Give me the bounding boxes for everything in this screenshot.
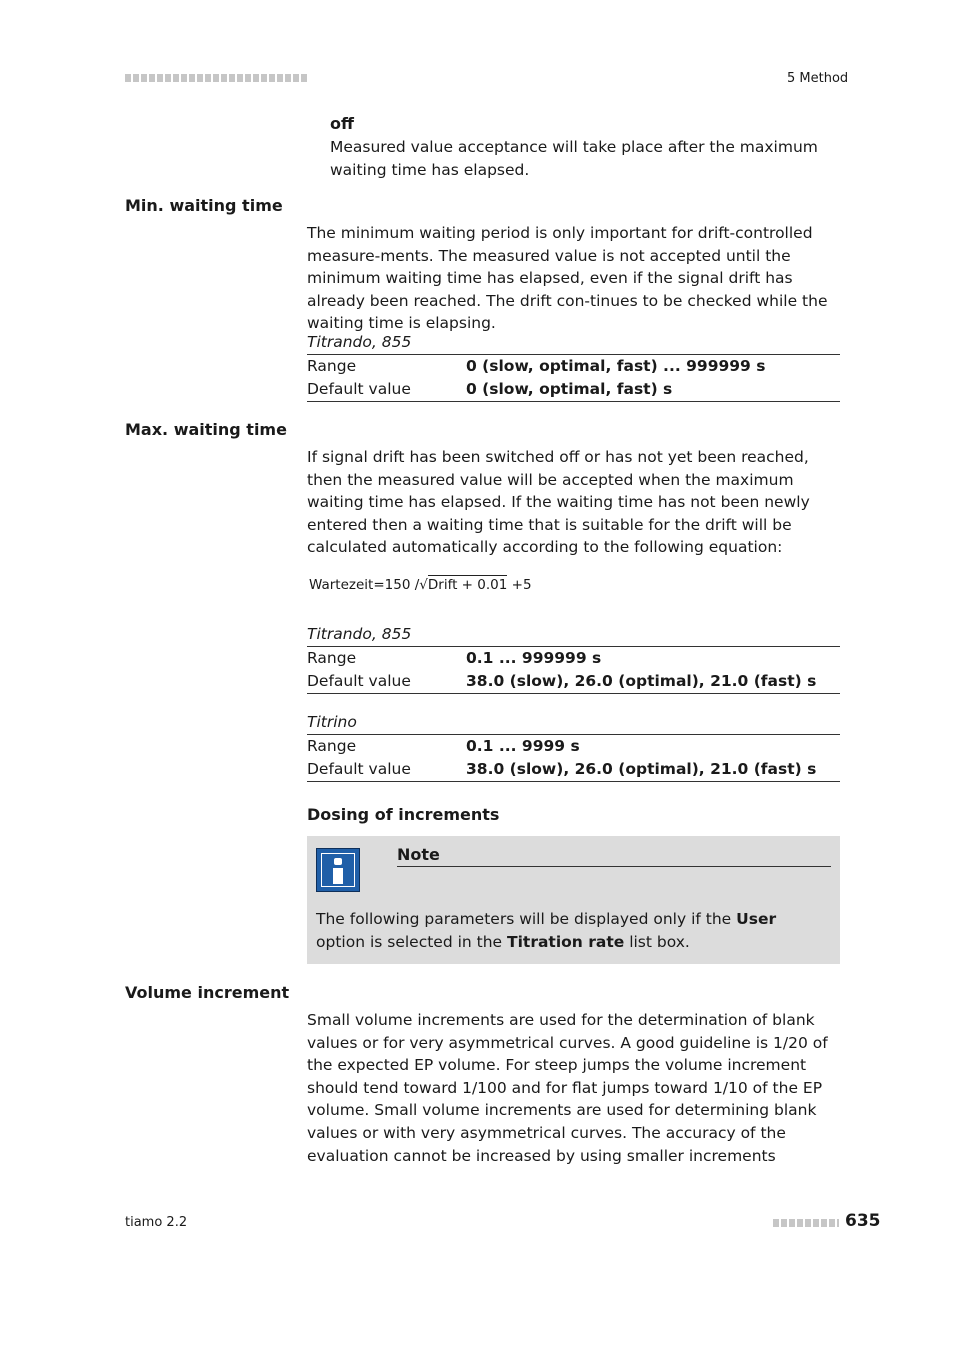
param-description-max-waiting: If signal drift has been switched off or has not yet been reached, then the measured value will be accepted when the maximum waiting time has elapsed. If the waiting time has not been newly entered then a waiting time that is suitable for the drift will be calculated automatically according to the following equation: [307,448,810,557]
table-value: 0 (slow, optimal, fast) s [466,380,673,398]
table-row [307,647,840,670]
table-key: Default value [307,380,411,398]
option-description-off: Measured value acceptance will take place after the maximum waiting time has elapsed. [330,138,818,179]
footer-product: tiamo 2.2 [125,1215,188,1230]
table-value: 0 (slow, optimal, fast) ... 999999 s [466,357,766,375]
param-title-volume-increment: Volume increment [125,983,290,1002]
table-value: 38.0 (slow), 26.0 (optimal), 21.0 (fast) s [466,672,817,690]
option-label-off: off [330,114,354,133]
info-icon [316,848,360,892]
note-text: The following parameters will be displayed only if the User option is selected in the Titration rate list box. [316,910,777,951]
param-description-min-waiting: The minimum waiting period is only important for drift-controlled measure-ments. The measured value is not accepted until the minimum waiting time has elapsed, even if the signal drift has already been reached. The drift con-tinues to be checked while the waiting time is elapsing. [307,224,828,333]
note-bold-titration-rate: Titration rate [507,932,625,951]
header-decoration [125,74,307,82]
table-key: Range [307,649,357,667]
page-number: 635 [845,1211,881,1231]
footer-decoration [773,1219,839,1227]
note-title: Note [397,845,831,867]
subsection-heading-dosing: Dosing of increments [307,805,500,824]
table-row [307,670,840,693]
table-row [307,758,840,781]
equation-radicand: Drift + 0.01 [427,577,508,593]
param-description-volume-increment: Small volume increments are used for the determination of blank values or for very asymmetrical curves. A good guideline is 1/20 of the expected EP volume. For steep jumps the volume increment should tend toward 1/100 and for flat jumps toward 1/10 of the EP volume. Small volume increments are used for determining blank values or with very asymmetrical curves. The accuracy of the evaluation cannot be increased by using smaller increments [307,1011,828,1165]
param-title-max-waiting: Max. waiting time [125,420,287,439]
param-table-max-waiting-titrino [307,711,840,782]
param-table-min-waiting [307,331,840,402]
table-value: 0.1 ... 9999 s [466,737,580,755]
equation-left: Wartezeit=150 / [309,577,420,593]
table-caption: Titrino [307,713,357,731]
table-row [307,355,840,378]
table-key: Default value [307,672,411,690]
equation [309,577,532,593]
equation-right: +5 [507,577,532,593]
table-key: Range [307,357,357,375]
section-title: 5 Method [787,71,849,86]
table-caption: Titrando, 855 [307,333,412,351]
table-row [307,378,840,401]
table-value: 38.0 (slow), 26.0 (optimal), 21.0 (fast) s [466,760,817,778]
table-key: Range [307,737,357,755]
param-table-max-waiting-titrando [307,623,840,694]
note-bold-user: User [736,910,777,928]
table-key: Default value [307,760,411,778]
sqrt-symbol: √ [419,577,428,593]
table-caption: Titrando, 855 [307,625,412,643]
param-title-min-waiting: Min. waiting time [125,196,283,215]
table-row [307,735,840,758]
table-value: 0.1 ... 999999 s [466,649,602,667]
